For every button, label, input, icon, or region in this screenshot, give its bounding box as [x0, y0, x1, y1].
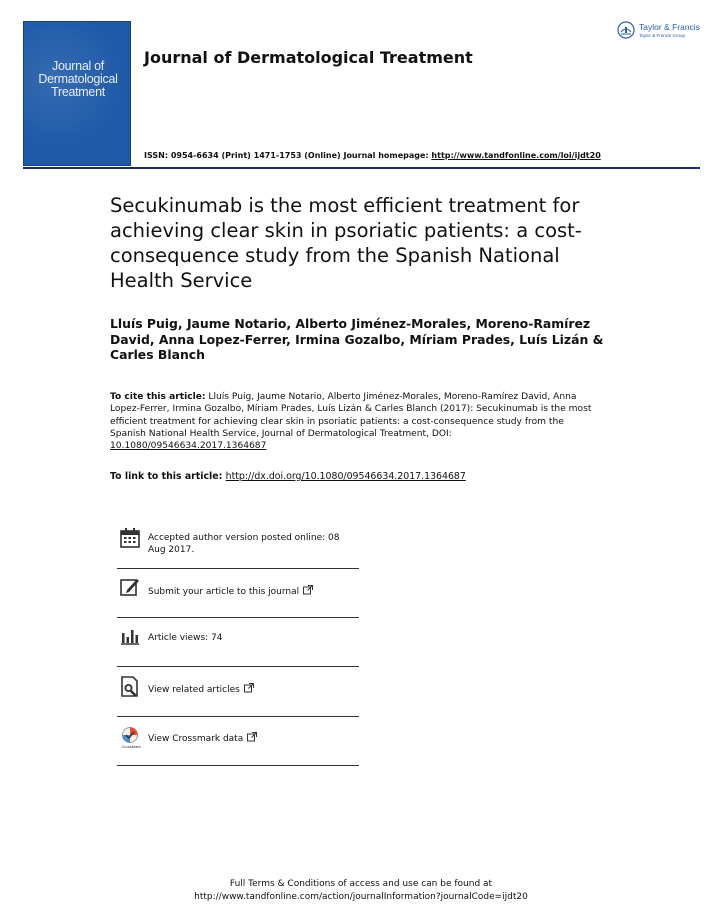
issn-line — [144, 151, 601, 160]
publisher-subname: Taylor & Francis Group — [639, 33, 686, 38]
link-label: To link to this article: — [110, 471, 226, 482]
related-articles-link[interactable] — [148, 683, 254, 696]
terms-url-link[interactable]: http://www.tandfonline.com/action/journalInformation?journalCode=ijdt20 — [194, 891, 528, 902]
journal-cover — [23, 21, 131, 166]
external-link-icon — [247, 732, 257, 742]
cover-line: Treatment — [51, 85, 105, 99]
submit-label[interactable]: Submit your article to this journal — [148, 587, 300, 597]
citation-text: Lluís Puig, Jaume Notario, Alberto Jiménez-Morales, Moreno-Ramírez David, Anna Lopez-Ferrer, Irmina Gozalbo, Míriam Prades, Luís Lizán & Carles Blanch (2017): Secukinumab is the most efficient treatment for achieving clear skin in psoriatic patients: a cost-consequence study from the Spanish National Health Service, Journal of Dermatological Treatment, DOI: — [110, 392, 592, 439]
divider — [117, 716, 359, 717]
cover-line: Dermatological — [38, 72, 118, 86]
bar-chart-icon — [119, 625, 141, 647]
article-title: Secukinumab is the most efficient treatment for achieving clear skin in psoriatic patients: a cost-consequence study from the Spanish National Health Service — [110, 194, 582, 292]
terms-line: Full Terms & Conditions of access and use can be found at — [229, 879, 493, 889]
link-line — [110, 471, 466, 482]
external-link-icon — [244, 683, 254, 693]
crossmark-label[interactable]: View Crossmark data — [148, 734, 244, 744]
citation-block — [110, 391, 600, 452]
cover-line: Journal of — [52, 59, 104, 73]
calendar-icon — [119, 527, 141, 549]
divider — [117, 666, 359, 667]
journal-homepage-link[interactable]: http://www.tandfonline.com/loi/ijdt20 — [431, 151, 601, 160]
issn-text: ISSN: 0954-6634 (Print) 1471-1753 (Online) Journal homepage: — [144, 151, 432, 160]
header-rule — [23, 167, 700, 169]
publisher-logo — [617, 19, 707, 45]
terms-footer — [0, 878, 722, 903]
crossmark-logo-text: CrossMark — [121, 744, 141, 749]
related-label[interactable]: View related articles — [148, 685, 240, 695]
crossmark-row[interactable] — [117, 726, 359, 775]
article-views-text: Article views: 74 — [148, 633, 223, 643]
citation-label: To cite this article: — [110, 392, 206, 402]
article-authors: Lluís Puig, Jaume Notario, Alberto Jiménez-Morales, Moreno-Ramírez David, Anna Lopez-Ferrer, Irmina Gozalbo, Míriam Prades, Luís Lizán & Carles Blanch — [110, 316, 604, 362]
divider — [117, 568, 359, 569]
edit-icon — [119, 576, 141, 598]
crossmark-link[interactable] — [148, 732, 257, 745]
divider — [117, 765, 359, 766]
submit-article-link[interactable] — [148, 585, 313, 598]
accepted-date-text: Accepted author version posted online: 08 Aug 2017. — [148, 533, 340, 555]
cover-title — [30, 60, 126, 99]
divider — [117, 617, 359, 618]
publisher-name: Taylor & Francis — [639, 22, 700, 32]
journal-title: Journal of Dermatological Treatment — [144, 48, 473, 67]
search-document-icon — [119, 676, 141, 698]
article-url-link[interactable]: http://dx.doi.org/10.1080/09546634.2017.1364687 — [225, 471, 466, 482]
doi-link[interactable]: 10.1080/09546634.2017.1364687 — [110, 441, 267, 452]
related-row[interactable] — [117, 676, 359, 725]
external-link-icon — [303, 585, 313, 595]
publisher-logo-icon — [617, 21, 635, 39]
